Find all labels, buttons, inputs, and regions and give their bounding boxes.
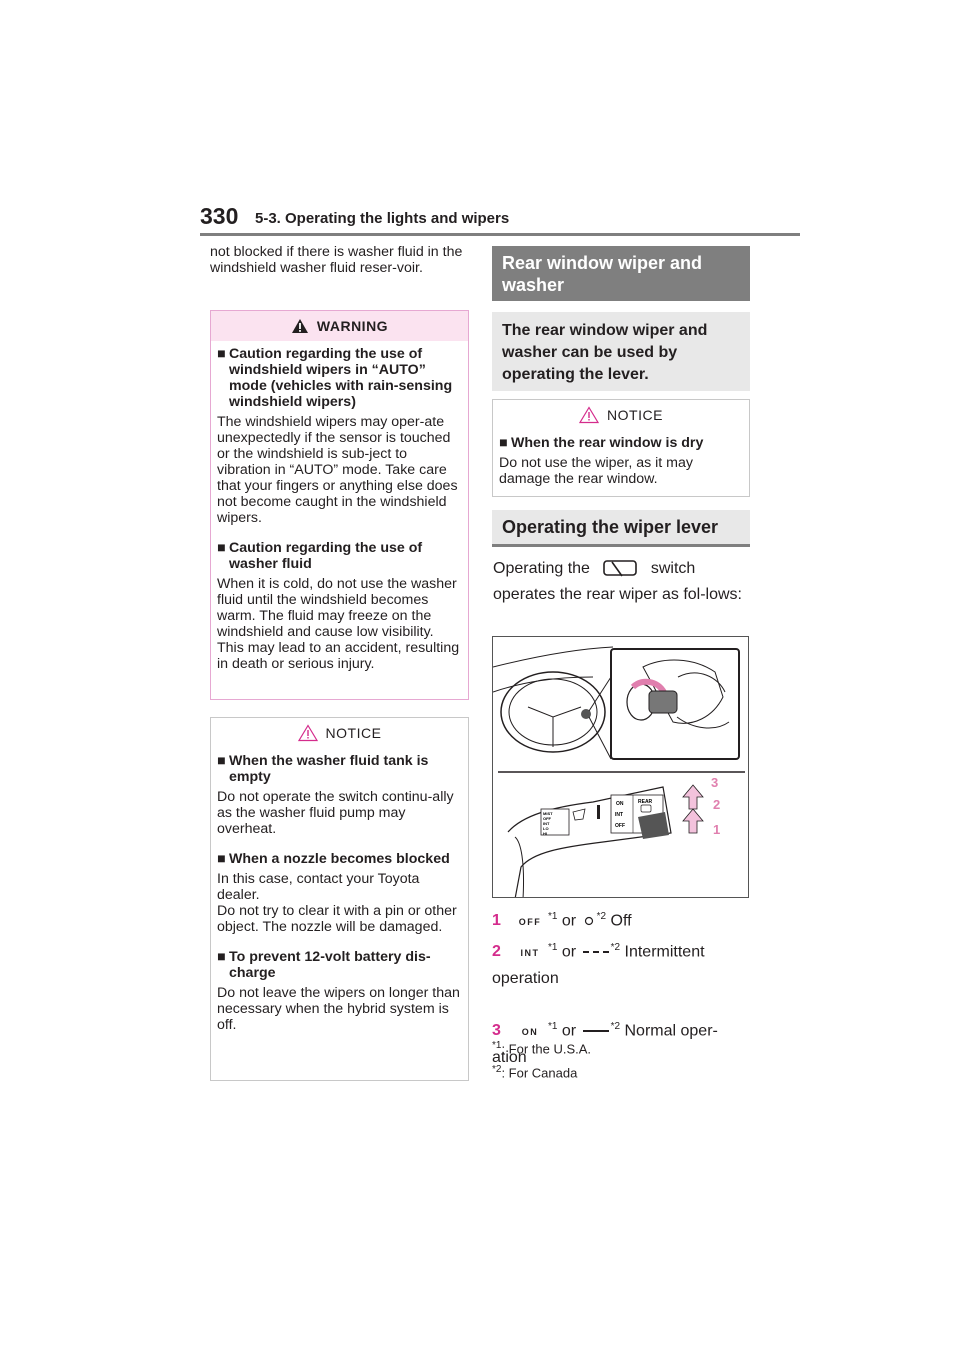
callout-3: 3 — [711, 775, 719, 790]
notice-item-title: ■ When the washer fluid tank is empty — [217, 753, 429, 785]
warning-item-text: When it is cold, do not use the washer fluid until the windshield becomes warm. The fluid may freeze on the windshield and cause low visibility. This may lead to an accident, resulting in death or serious injury. — [217, 576, 460, 672]
rear-wiper-switch-icon — [600, 559, 640, 579]
notice-item-title: ■ When a nozzle becomes blocked — [217, 851, 450, 867]
on-label: ON — [521, 1027, 539, 1038]
header-rule — [200, 233, 800, 236]
notice-header — [211, 718, 468, 748]
section-title: 5-3. Operating the lights and wipers — [255, 210, 510, 227]
notice-header — [493, 400, 749, 430]
rear-wiper-heading: Rear window wiper and washer — [492, 246, 750, 301]
notice-item-text: In this case, contact your Toyota dealer. Do not try to clear it with a pin or other object. The nozzle will be damaged. — [217, 871, 457, 935]
warning-item-title: ■ Caution regarding the use of windshield wipers in “AUTO” mode (vehicles with rain-sensing windshield wipers) — [217, 346, 453, 410]
page-number: 330 — [200, 203, 239, 229]
notice-box-right — [492, 399, 750, 497]
int-label: INT — [520, 948, 540, 959]
callout-1: 1 — [713, 822, 721, 837]
wiper-lever-heading: Operating the wiper lever — [492, 510, 750, 547]
footnote: $^{*1}$: For the U.S.A. — [492, 1040, 592, 1057]
step-item: 1 OFF$^{*1}$ or $^{*2}$ Off — [492, 904, 752, 935]
lever-label-mist: MIST — [543, 811, 553, 816]
step-item: 3 ON$^{*1}$ or $^{*2}$ Normal oper-ation — [492, 1021, 718, 1067]
off-circle-icon — [581, 915, 597, 927]
notice-item-title: ■ When the rear window is dry — [499, 435, 704, 451]
rear-wiper-summary: The rear window wiper and washer can be used by operating the lever. — [492, 312, 750, 391]
notice-title: NOTICE — [325, 725, 382, 741]
lever-label-rear: REAR — [638, 799, 653, 805]
caution-triangle-icon — [298, 724, 318, 742]
lever-label-int: INT — [543, 821, 550, 826]
notice-item-text: Do not operate the switch continu-ally as the washer fluid pump may overheat. — [217, 789, 454, 837]
solid-line-icon — [581, 1026, 611, 1036]
warning-box — [210, 310, 469, 700]
callout-2: 2 — [713, 797, 721, 812]
intro-text: not blocked if there is washer fluid in the windshield washer fluid reser-voir. — [210, 244, 463, 276]
warning-item-title: ■ Caution regarding the use of washer fluid — [217, 540, 423, 572]
lever-label-on: ON — [616, 801, 624, 807]
lever-label-lo: LO — [543, 826, 549, 831]
caution-triangle-icon — [579, 406, 599, 424]
lever-label-hi: HI — [543, 831, 547, 836]
dashed-line-icon — [581, 947, 611, 957]
wiper-lever-drawing — [493, 637, 749, 898]
notice-title: NOTICE — [607, 407, 663, 423]
wiper-lever-illustration — [492, 636, 749, 898]
footnote: $^{*2}$: For Canada — [492, 1064, 578, 1081]
notice-item-title: ■ To prevent 12-volt battery dis-charge — [217, 949, 431, 981]
lever-label-int-rear: INT — [615, 812, 624, 818]
warning-item-text: The windshield wipers may oper-ate unexpectedly if the sensor is touched or the windshield is sub-ject to vibration in “AUTO” mode. Take care that your fingers or anything else does not become caught in the windshield wipers. — [217, 414, 458, 526]
step-item: 2 INT$^{*1}$ or $^{*2}$ Intermittent operation — [492, 942, 705, 988]
notice-box-left — [210, 717, 469, 1081]
operating-instruction: Operating the switch operates the rear wiper as fol-lows: — [493, 560, 742, 603]
warning-triangle-icon — [291, 318, 309, 334]
warning-title: WARNING — [316, 318, 389, 334]
lever-label-off: OFF — [543, 816, 551, 821]
notice-item-text: Do not leave the wipers on longer than necessary when the hybrid system is off. — [217, 985, 460, 1033]
notice-item-text: Do not use the wiper, as it may damage the rear window. — [499, 455, 693, 487]
off-label: OFF — [518, 917, 542, 928]
warning-header — [211, 311, 468, 341]
lever-label-off-rear: OFF — [615, 823, 625, 829]
